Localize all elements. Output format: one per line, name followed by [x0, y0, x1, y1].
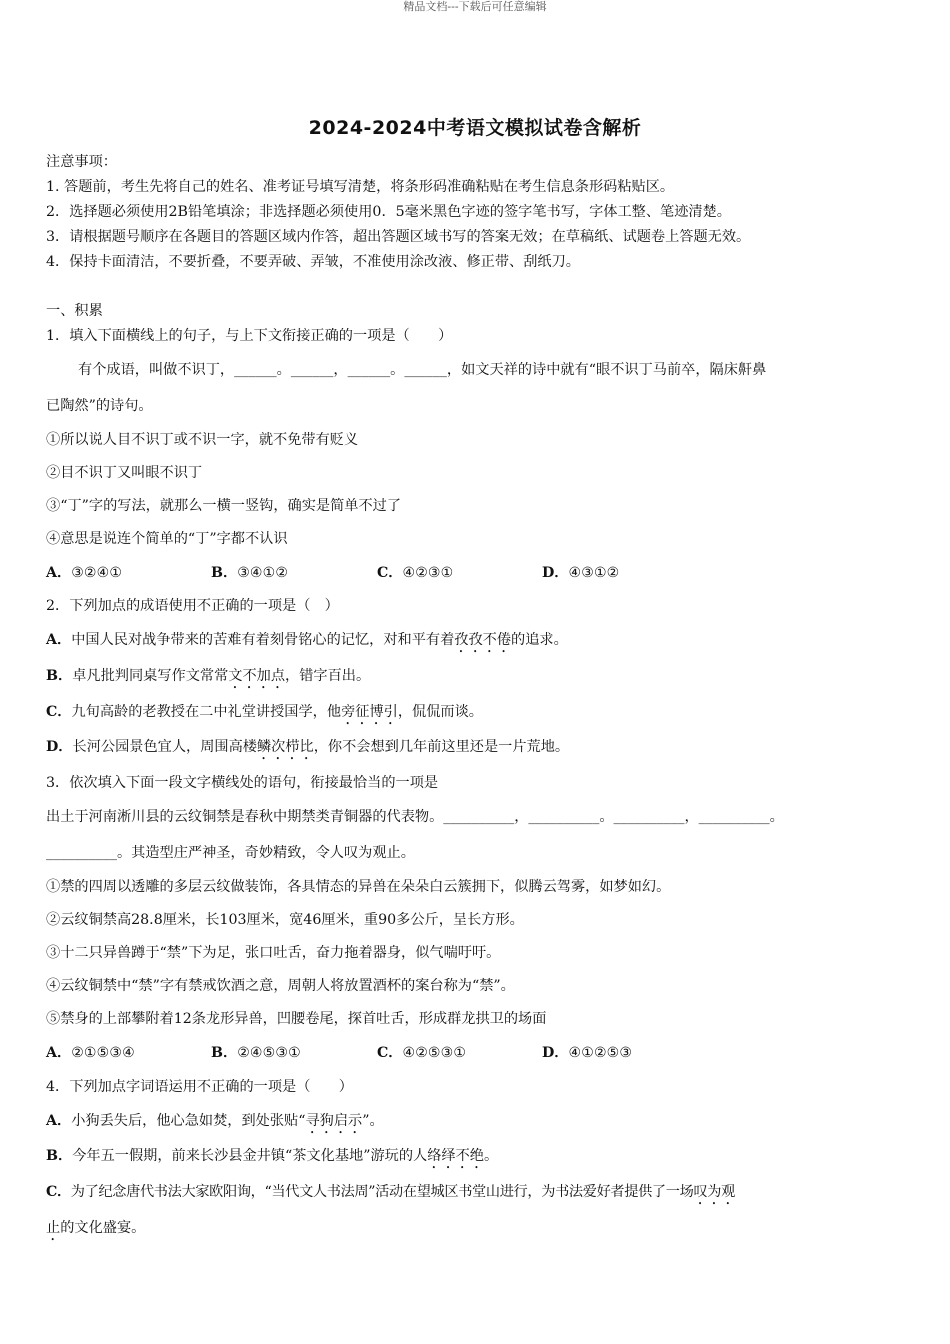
notes-heading: 注意事项： — [46, 154, 117, 170]
q1-item-1: ①所以说人目不识丁或不识一字，就不免带有贬义 — [46, 432, 359, 448]
q3-option-a[interactable]: A．②①⑤③④ — [46, 1045, 135, 1061]
q4-option-a-dotted-phrase: “寻狗启示” — [298, 1113, 370, 1129]
q2-stem: 2．下列加点的成语使用不正确的一项是（ ） — [46, 598, 339, 614]
q3-item-5: ⑤禁身的上部攀附着12条龙形异兽，凹腰卷尾，探首吐舌，形成群龙拱卫的场面 — [46, 1011, 547, 1027]
page-title: 2024-2024中考语文模拟试卷含解析 — [308, 117, 642, 139]
q1-item-2: ②目不识丁又叫眼不识丁 — [46, 465, 203, 481]
q3-option-d[interactable]: D．④①②⑤③ — [542, 1045, 633, 1061]
q3-item-4: ④云纹铜禁中“禁”字有禁戒饮酒之意，周朝人将放置酒杯的案台称为“禁”。 — [46, 978, 515, 994]
q2-option-d-dotted-idiom: 鳞次栉比 — [256, 739, 314, 755]
q1-item-3: ③“丁”字的写法，就那么一横一竖钩，确实是简单不过了 — [46, 498, 402, 514]
q2-option-a-dotted-idiom: 孜孜不倦 — [454, 632, 512, 648]
section-heading: 一、积累 — [46, 303, 103, 319]
q3-item-3: ③十二只异兽蹲于“禁”下为足，张口吐舌，奋力拖着器身，似气喘吁吁。 — [46, 945, 501, 961]
q3-options — [46, 1043, 632, 1063]
q1-passage-line2: 已陶然”的诗句。 — [46, 398, 153, 414]
q2-option-a[interactable]: A．中国人民对战争带来的苦难有着刻骨铭心的记忆，对和平有着孜孜不倦的追求。 — [46, 632, 568, 648]
q3-item-2: ②云纹铜禁高28.8厘米，长103厘米，宽46厘米，重90多公斤，呈长方形。 — [46, 912, 524, 928]
q3-passage-line2: __________。其造型庄严神圣，奇妙精致，令人叹为观止。 — [46, 845, 415, 861]
q4-option-b-dotted-phrase: 络绎不绝 — [427, 1148, 484, 1164]
q2-option-c[interactable]: C．九旬高龄的老教授在二中礼堂讲授国学，他旁征博引，侃侃而谈。 — [46, 704, 483, 720]
q3-stem: 3．依次填入下面一段文字横线处的语句，衔接最恰当的一项是 — [46, 775, 439, 791]
q1-options — [46, 563, 619, 583]
q2-option-b[interactable]: B．卓凡批判同桌写作文常常文不加点，错字百出。 — [46, 668, 371, 684]
q1-option-b[interactable]: B．③④①② — [211, 565, 289, 581]
q1-option-a[interactable]: A．③②④① — [46, 565, 123, 581]
q3-passage-line1: 出土于河南淅川县的云纹铜禁是春秋中期禁类青铜器的代表物。__________，__________。__________，__________。 — [46, 809, 784, 825]
q3-item-1: ①禁的四周以透雕的多层云纹做装饰，各具情态的异兽在朵朵白云簇拥下，似腾云驾雾，如梦如幻。 — [46, 879, 671, 895]
header-note: 精品文档---下载后可任意编辑 — [403, 0, 547, 13]
q4-option-b[interactable]: B．今年五一假期，前来长沙县金井镇“茶文化基地”游玩的人络绎不绝。 — [46, 1148, 499, 1164]
q4-stem: 4．下列加点字词语运用不正确的一项是（ ） — [46, 1079, 353, 1095]
q2-option-b-dotted-idiom: 文不加点 — [228, 668, 286, 684]
q3-option-c[interactable]: C．④②⑤③① — [377, 1045, 467, 1061]
q4-option-c-continued: 止的文化盛宴。 — [46, 1220, 146, 1236]
q1-stem: 1．填入下面横线上的句子，与上下文衔接正确的一项是（ ） — [46, 328, 453, 344]
q1-passage-line1: 有个成语，叫做不识丁，______。______，______。______，如文天祥的诗中就有“眼不识丁马前卒，隔床鼾鼻 — [78, 362, 767, 378]
q1-option-c[interactable]: C．④②③① — [377, 565, 454, 581]
q2-option-c-dotted-idiom: 旁征博引 — [341, 704, 398, 720]
note-item-2: 2．选择题必须使用2B铅笔填涂；非选择题必须使用0．5毫米黑色字迹的签字笔书写，字体工整、笔迹清楚。 — [46, 204, 731, 220]
q3-option-b[interactable]: B．②④⑤③① — [211, 1045, 301, 1061]
q1-option-d[interactable]: D．④③①② — [542, 565, 620, 581]
note-item-3: 3．请根据题号顺序在各题目的答题区域内作答，超出答题区域书写的答案无效；在草稿纸、试题卷上答题无效。 — [46, 229, 751, 245]
q2-option-d[interactable]: D．长河公园景色宜人，周围高楼鳞次栉比，你不会想到几年前这里还是一片荒地。 — [46, 739, 570, 755]
q4-option-c-dotted-phrase: 叹为观 — [693, 1184, 735, 1200]
note-item-4: 4．保持卡面清洁，不要折叠，不要弄破、弄皱，不准使用涂改液、修正带、刮纸刀。 — [46, 254, 580, 270]
q1-item-4: ④意思是说连个简单的“丁”字都不认识 — [46, 531, 288, 547]
q4-option-a[interactable]: A．小狗丢失后，他心急如焚，到处张贴“寻狗启示”。 — [46, 1113, 384, 1129]
note-item-1: 1. 答题前，考生先将自己的姓名、准考证号填写清楚，将条形码准确粘贴在考生信息条形码粘贴区。 — [46, 179, 675, 195]
q4-option-c-dotted-phrase-end: 止 — [46, 1220, 61, 1236]
q4-option-c[interactable]: C．为了纪念唐代书法大家欧阳询，“当代文人书法周”活动在望城区书堂山进行，为书法爱好者提供了一场叹为观 — [46, 1184, 735, 1200]
